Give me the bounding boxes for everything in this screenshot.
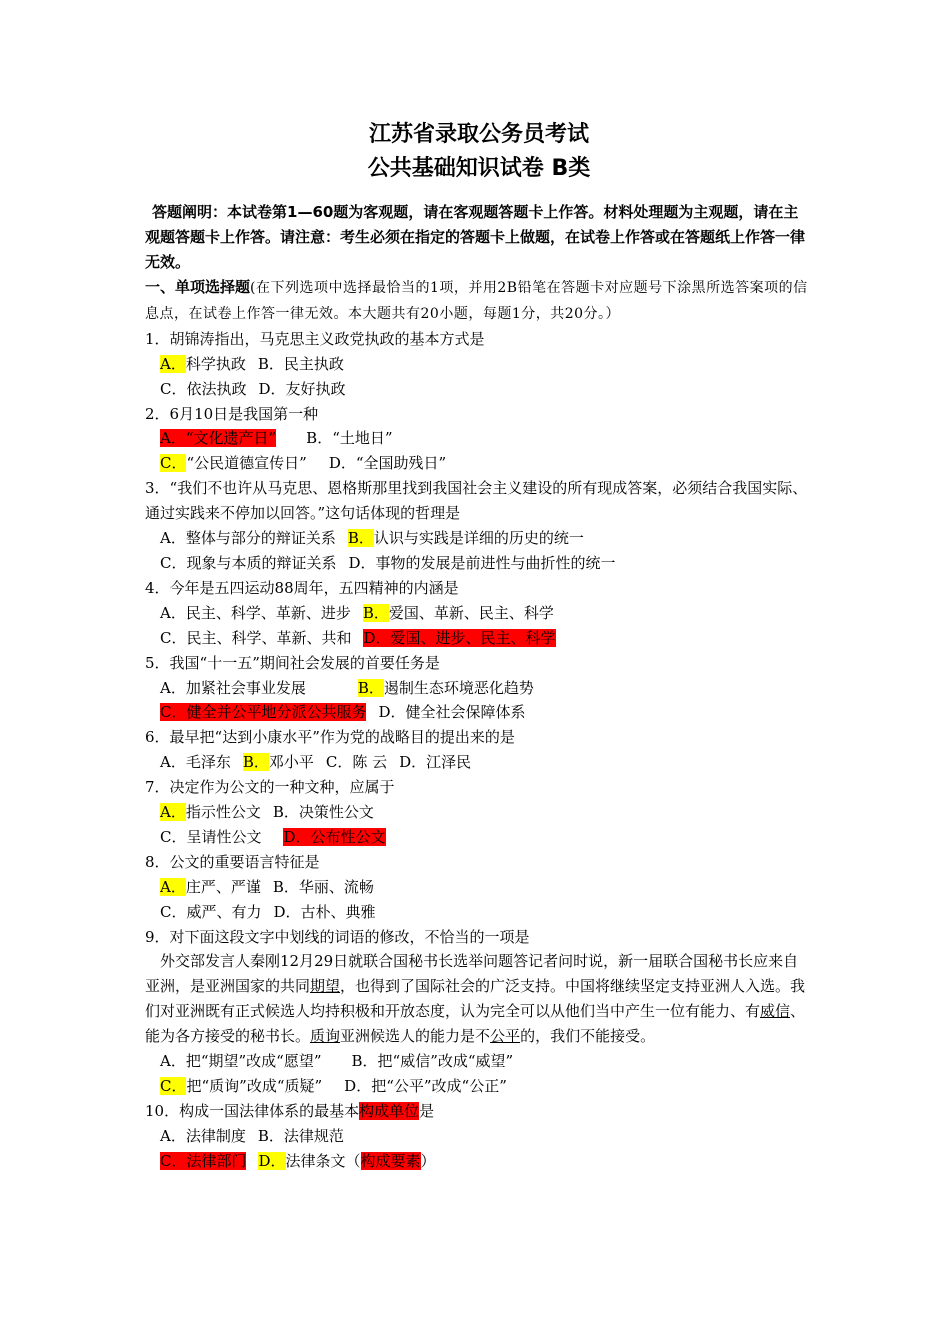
question-2-stem: 2．6月10日是我国第一种: [145, 404, 319, 423]
question-8-options-ab: [145, 875, 813, 900]
question-3-options-cd: [145, 551, 813, 576]
question-4-stem: 4．今年是五四运动88周年，五四精神的内涵是: [145, 578, 459, 597]
option-b: B．法律规范: [257, 1127, 344, 1146]
question-6-stem: 6．最早把“达到小康水平”作为党的战略目的提出来的是: [145, 728, 515, 747]
option-d-highlight: 构成要素: [360, 1152, 421, 1171]
option-a: A．民主、科学、革新、进步: [160, 603, 351, 622]
question-1-options-cd: [145, 377, 813, 402]
option-d: 法律条文（: [285, 1152, 361, 1171]
stem-text: 是: [419, 1102, 435, 1121]
underlined-word: 公平: [490, 1027, 521, 1046]
option-d: D．“全国助残日”: [328, 454, 447, 473]
option-c: C．现象与本质的辩证关系: [160, 553, 337, 572]
stem-highlight: 构成单位: [359, 1102, 420, 1121]
underlined-word: 期望: [310, 977, 341, 996]
option-c: C．威严、有力: [160, 902, 262, 921]
option-b: 爱国、革新、民主、科学: [388, 603, 554, 622]
option-d: D．江泽民: [399, 753, 472, 772]
answer-key-highlight: A．: [160, 803, 186, 822]
answer-key-highlight: B．: [362, 603, 389, 622]
option-a: A．毛泽东: [160, 753, 231, 772]
option-c: C．呈请性公文: [160, 827, 262, 846]
option-d: D．爱国、进步、民主、科学: [363, 628, 556, 647]
answer-key-highlight: D．: [258, 1152, 286, 1171]
option-a: A．“文化遗产日”: [160, 429, 277, 448]
option-a: A．加紧社会事业发展: [160, 678, 306, 697]
option-d-end: ）: [420, 1152, 436, 1171]
question-8-stem: 8．公文的重要语言特征是: [145, 852, 320, 871]
answer-key-highlight: B．: [347, 529, 374, 548]
option-b: 认识与实践是详细的历史的统一: [373, 529, 584, 548]
passage-text: 、能为各方接受的秘书长。: [145, 1002, 806, 1046]
question-2-options-cd: [145, 451, 813, 476]
question-3-stem: 3．“我们不也许从马克思、恩格斯那里找到我国社会主义建设的所有现成答案，必须结合我国实际、通过实践来不停加以回答。”这句话体现的哲理是: [145, 479, 808, 523]
question-4-options-cd: [145, 626, 813, 651]
question-10-stem: [145, 1099, 813, 1124]
underlined-word: 质询: [310, 1027, 341, 1046]
question-1-stem: 1．胡锦涛指出，马克思主义政党执政的基本方式是: [145, 329, 485, 348]
page-title: 江苏省录取公务员考试: [368, 122, 589, 147]
answer-key-highlight: B．: [357, 678, 384, 697]
passage-text: ，也得到了国际社会的广泛支持。中国将继续坚定支持亚洲人入选。我们对亚洲既有正式候选人均持积极和开放态度，认为完全可以从他们当中产生一位有能力、有: [145, 977, 806, 1021]
question-2-options-ab: [145, 426, 813, 451]
section-heading: [145, 275, 813, 327]
question-9-options-ab: [145, 1049, 813, 1074]
option-b: B．民主执政: [257, 354, 344, 373]
question-3-options-ab: [145, 526, 813, 551]
question-7-options-cd: [145, 825, 813, 850]
option-b: B．“土地日”: [306, 429, 393, 448]
underlined-word: 威信: [760, 1002, 791, 1021]
option-b: 邓小平: [268, 753, 314, 772]
question-9-stem: 9．对下面这段文字中划线的词语的修改，不恰当的一项是: [145, 927, 530, 946]
option-d: D．古朴、典雅: [273, 902, 376, 921]
question-5-options-ab: [145, 676, 813, 701]
question-4-options-ab: [145, 601, 813, 626]
option-c: C．陈 云: [325, 753, 388, 772]
question-1-options-ab: [145, 352, 813, 377]
stem-text: 10．构成一国法律体系的最基本: [145, 1102, 360, 1121]
option-c: C．依法执政: [160, 379, 247, 398]
question-5-options-cd: [145, 700, 813, 725]
option-a: 指示性公文: [185, 803, 261, 822]
passage-text: 亚洲候选人的能力是不: [340, 1027, 491, 1046]
option-b: B．华丽、流畅: [272, 877, 374, 896]
option-a: 庄严、严谨: [185, 877, 261, 896]
option-a: A．整体与部分的辩证关系: [160, 529, 336, 548]
option-d: D．事物的发展是前进性与曲折性的统一: [348, 553, 616, 572]
option-b: B．决策性公文: [272, 803, 374, 822]
option-c: C．民主、科学、革新、共和: [160, 628, 352, 647]
option-c: C．法律部门: [160, 1152, 247, 1171]
option-b: 遏制生态环境恶化趋势: [383, 678, 534, 697]
question-6-options: [145, 750, 813, 775]
page-subtitle: 公共基础知识试卷 B类: [367, 156, 591, 181]
answer-key-highlight: C．: [160, 1077, 187, 1096]
answer-key-highlight: A．: [160, 354, 186, 373]
section-instruction: (在下列选项中选择最恰当的1项，并用2B铅笔在答题卡对应题号下涂黑所选答案项的信息点，在试卷上作答一律无效。本大题共有20小题，每题1分，共20分。）: [145, 280, 808, 322]
answer-key-highlight: B．: [242, 753, 269, 772]
option-d: D．把“公平”改成“公正”: [344, 1077, 507, 1096]
question-7-stem: 7．决定作为公文的一种文种，应属于: [145, 778, 395, 797]
option-a: 科学执政: [185, 354, 246, 373]
answer-key-highlight: C．: [160, 454, 187, 473]
option-b: B．把“威信”改成“威望”: [351, 1052, 514, 1071]
question-9-passage: [145, 949, 813, 1049]
answer-notice: 答题阐明：本试卷第1—60题为客观题，请在客观题答题卡上作答。材料处理题为主观题，请在主观题答题卡上作答。请注意：考生必须在指定的答题卡上做题，在试卷上作答或在答题纸上作答一律无效。: [145, 203, 806, 271]
option-c: “公民道德宣传日”: [186, 454, 307, 473]
question-10-options-cd: [145, 1149, 813, 1174]
question-5-stem: 5．我国“十一五”期间社会发展的首要任务是: [145, 653, 440, 672]
question-8-options-cd: [145, 900, 813, 925]
option-d: D．友好执政: [258, 379, 346, 398]
question-7-options-ab: [145, 800, 813, 825]
option-a: A．法律制度: [160, 1127, 246, 1146]
section-title: 一、单项选择题: [145, 278, 251, 296]
question-10-options-ab: [145, 1124, 813, 1149]
option-a: A．把“期望”改成“愿望”: [160, 1052, 322, 1071]
answer-key-highlight: A．: [160, 877, 186, 896]
passage-text: 外交部发言人秦刚12月29日就联合国秘书长选举问题答记者问时说，新一届联合国秘书长应来自亚洲，是亚洲国家的共同: [145, 952, 799, 996]
option-c: 把“质询”改成“质疑”: [186, 1077, 323, 1096]
exam-page: [145, 118, 813, 1174]
option-d: D．公布性公文: [283, 827, 386, 846]
passage-text: 的，我们不能接受。: [520, 1027, 656, 1046]
option-d: D．健全社会保障体系: [378, 703, 526, 722]
option-c: C．健全并公平地分派公共服务: [160, 703, 367, 722]
question-9-options-cd: [145, 1074, 813, 1099]
